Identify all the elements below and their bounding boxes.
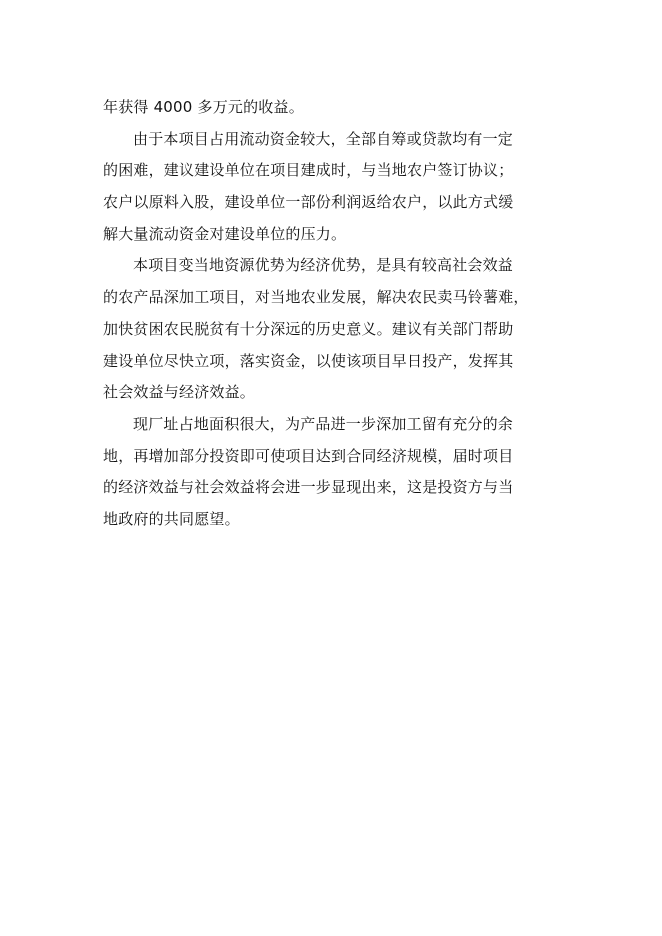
text-line-7: 的农产品深加工项目，对当地农业发展，解决农民卖马铃薯难， bbox=[103, 288, 529, 307]
text-line-3: 的困难，建议建设单位在项目建成时，与当地农户签订协议； bbox=[103, 161, 514, 180]
text-line-11: 现厂址占地面积很大，为产品进一步深加工留有充分的余 bbox=[133, 414, 514, 433]
text-line-12: 地，再增加部分投资即可使项目达到合同经济规模，届时项目 bbox=[103, 446, 514, 465]
text-line-13: 的经济效益与社会效益将会进一步显现出来，这是投资方与当 bbox=[103, 478, 514, 497]
text-line-5: 解大量流动资金对建设单位的压力。 bbox=[103, 224, 347, 243]
document-body bbox=[103, 92, 563, 536]
text-line-4: 农户以原料入股，建设单位一部份利润返给农户，以此方式缓 bbox=[103, 193, 514, 212]
text-line-1: 年获得 4000 多万元的收益。 bbox=[103, 98, 304, 116]
text-line-9: 建设单位尽快立项，落实资金，以使该项目早日投产，发挥其 bbox=[103, 351, 514, 370]
text-line-6: 本项目变当地资源优势为经济优势，是具有较高社会效益 bbox=[133, 256, 514, 275]
text-line-14: 地政府的共同愿望。 bbox=[103, 509, 240, 528]
text-line-8: 加快贫困农民脱贫有十分深远的历史意义。建议有关部门帮助 bbox=[103, 319, 514, 338]
text-line-2: 由于本项目占用流动资金较大，全部自筹或贷款均有一定 bbox=[133, 129, 514, 148]
text-line-10: 社会效益与经济效益。 bbox=[103, 383, 256, 402]
